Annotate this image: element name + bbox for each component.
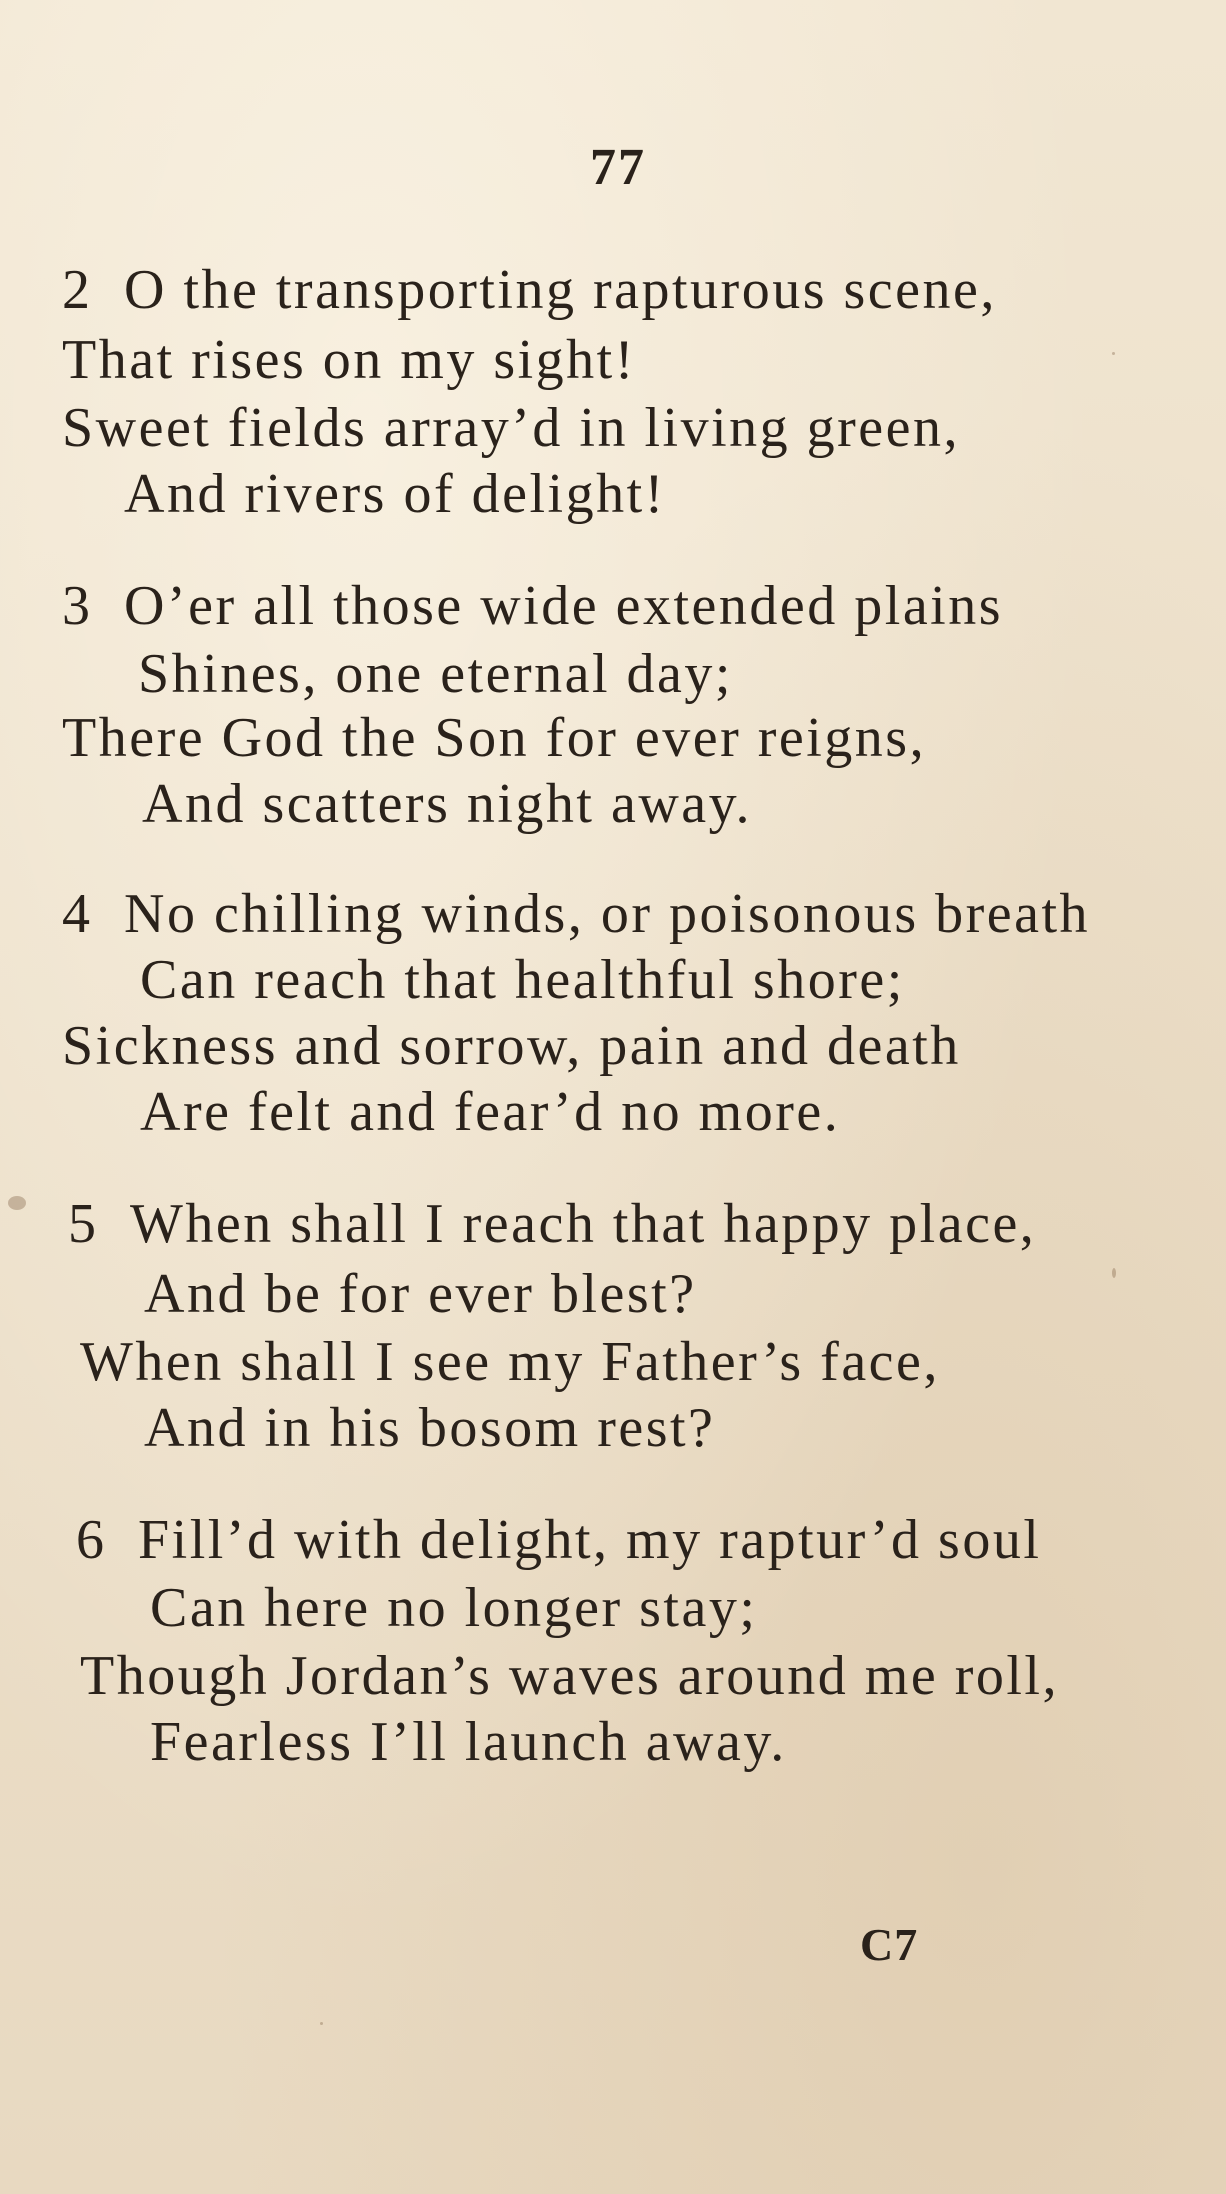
- paper-speck: [1112, 1268, 1116, 1278]
- verse-text: Though Jordan’s waves around me roll,: [80, 1645, 1059, 1707]
- paper-speck: [8, 1196, 26, 1210]
- verse-text: And in his bosom rest?: [144, 1397, 716, 1459]
- stanza-line: [62, 328, 636, 392]
- verse-text: When shall I reach that happy place,: [130, 1193, 1037, 1255]
- stanza-line: [140, 1080, 840, 1144]
- verse-text: O’er all those wide extended plains: [124, 575, 1004, 637]
- verse-text: Are felt and fear’d no more.: [140, 1081, 841, 1143]
- stanza-number: 4: [62, 883, 93, 945]
- verse-text: Sweet fields array’d in living green,: [62, 397, 961, 459]
- verse-text: Can here no longer stay;: [150, 1577, 758, 1639]
- paper-speck: [320, 2022, 323, 2025]
- verse-text: Can reach that healthful shore;: [140, 949, 905, 1011]
- stanza-line: [150, 1710, 787, 1774]
- stanza-line: [150, 1576, 757, 1640]
- stanza-number: 6: [76, 1509, 107, 1571]
- verse-text: O the transporting rapturous scene,: [124, 259, 997, 321]
- page-number: 77: [590, 139, 646, 196]
- verse-text: That rises on my sight!: [62, 329, 636, 391]
- stanza-number: 5: [68, 1193, 99, 1255]
- stanza-line: [144, 1396, 715, 1460]
- stanza-line: [140, 948, 905, 1012]
- stanza-line: [142, 772, 752, 836]
- stanza-number: 3: [62, 575, 93, 637]
- verse-text: And rivers of delight!: [124, 463, 666, 525]
- stanza-line: [62, 258, 997, 322]
- verse-text: Fill’d with delight, my raptur’d soul: [138, 1509, 1042, 1571]
- stanza-line: [144, 1262, 697, 1326]
- verse-text: Sickness and sorrow, pain and death: [62, 1015, 961, 1077]
- stanza-line: [76, 1508, 1041, 1572]
- verse-text: No chilling winds, or poisonous breath: [124, 883, 1091, 945]
- verse-text: And scatters night away.: [142, 773, 752, 835]
- verse-text: Fearless I’ll launch away.: [150, 1711, 787, 1773]
- stanza-line: [80, 1644, 1059, 1708]
- verse-text: Shines, one eternal day;: [138, 643, 733, 705]
- verse-text: And be for ever blest?: [144, 1263, 697, 1325]
- verse-text: When shall I see my Father’s face,: [80, 1331, 940, 1393]
- stanza-line: [62, 706, 926, 770]
- paper-speck: [1112, 352, 1115, 355]
- stanza-number: 2: [62, 259, 93, 321]
- signature-mark: C7: [860, 1919, 919, 1970]
- stanza-line: [62, 574, 1003, 638]
- verse-text: There God the Son for ever reigns,: [62, 707, 927, 769]
- stanza-line: [138, 642, 733, 706]
- stanza-line: [124, 462, 666, 526]
- stanza-line: [80, 1330, 940, 1394]
- stanza-line: [68, 1192, 1036, 1256]
- stanza-line: [62, 1014, 961, 1078]
- stanza-line: [62, 396, 960, 460]
- stanza-line: [62, 882, 1090, 946]
